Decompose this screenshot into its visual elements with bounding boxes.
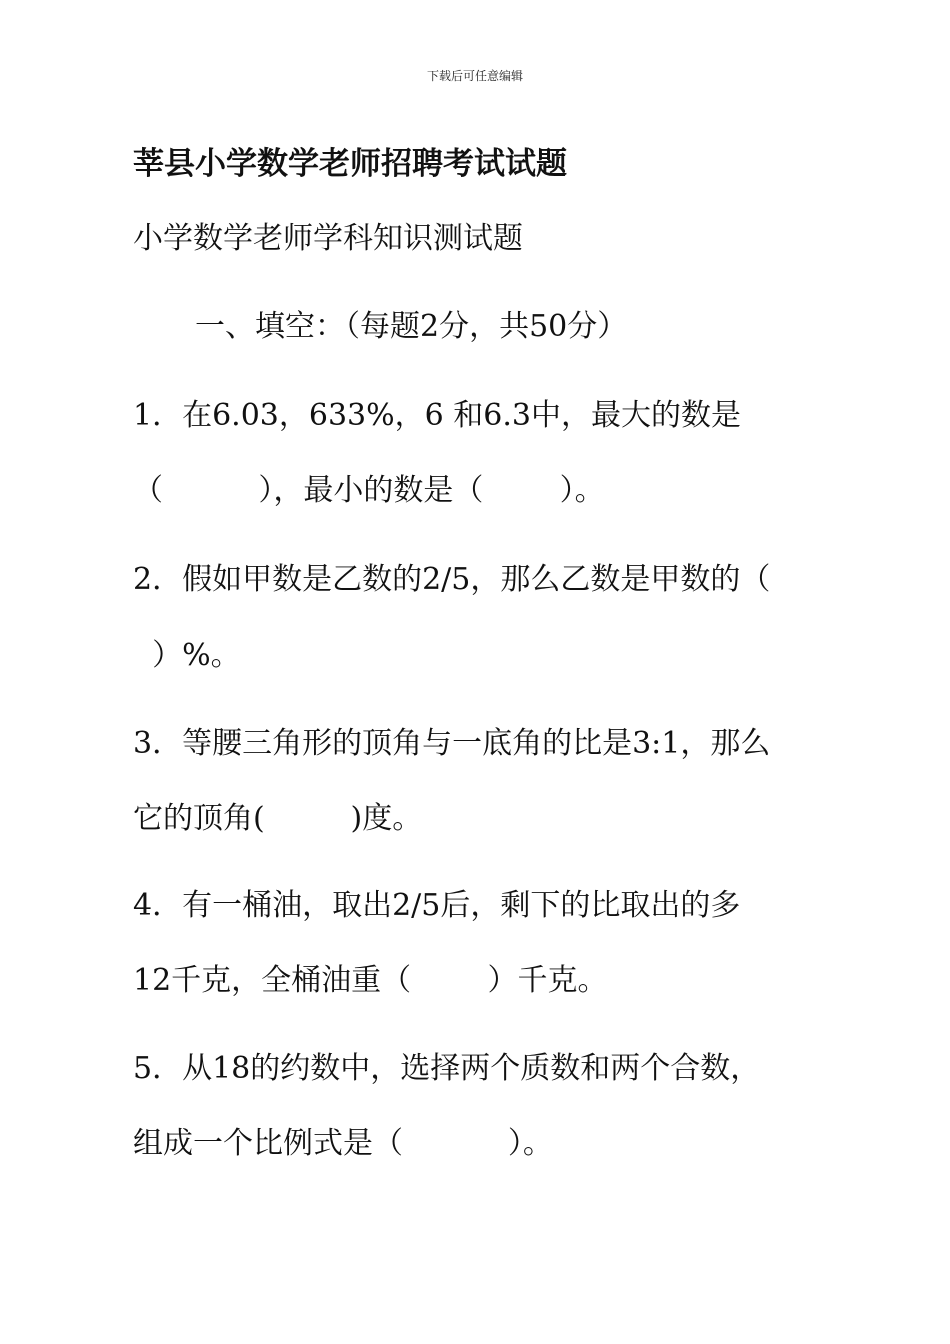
question-4-line-2: 12千克，全桶油重（ ）千克。 — [133, 963, 608, 998]
question-1-line-1: 1．在6.03，633%，6 和6.3中，最大的数是 — [133, 398, 741, 433]
question-5-line-2: 组成一个比例式是（ ）。 — [133, 1126, 553, 1161]
question-2-line-2: ）%。 — [133, 638, 241, 673]
question-1-line-2: （ ），最小的数是（ ）。 — [133, 473, 605, 508]
header-note: 下载后可任意编辑 — [426, 69, 523, 83]
document-subtitle: 小学数学老师学科知识测试题 — [133, 221, 523, 256]
question-3-line-2: 它的顶角( )度。 — [133, 801, 423, 836]
section-heading: 一、填空：（每题2分，共50分） — [195, 309, 628, 344]
document-title: 莘县小学数学老师招聘考试试题 — [133, 146, 567, 182]
question-2-line-1: 2．假如甲数是乙数的2/5，那么乙数是甲数的（ — [133, 562, 771, 597]
question-5-line-1: 5．从18的约数中，选择两个质数和两个合数， — [133, 1051, 761, 1086]
question-3-line-1: 3．等腰三角形的顶角与一底角的比是3:1，那么 — [133, 726, 771, 761]
question-4-line-1: 4．有一桶油，取出2/5后，剩下的比取出的多 — [133, 888, 741, 923]
